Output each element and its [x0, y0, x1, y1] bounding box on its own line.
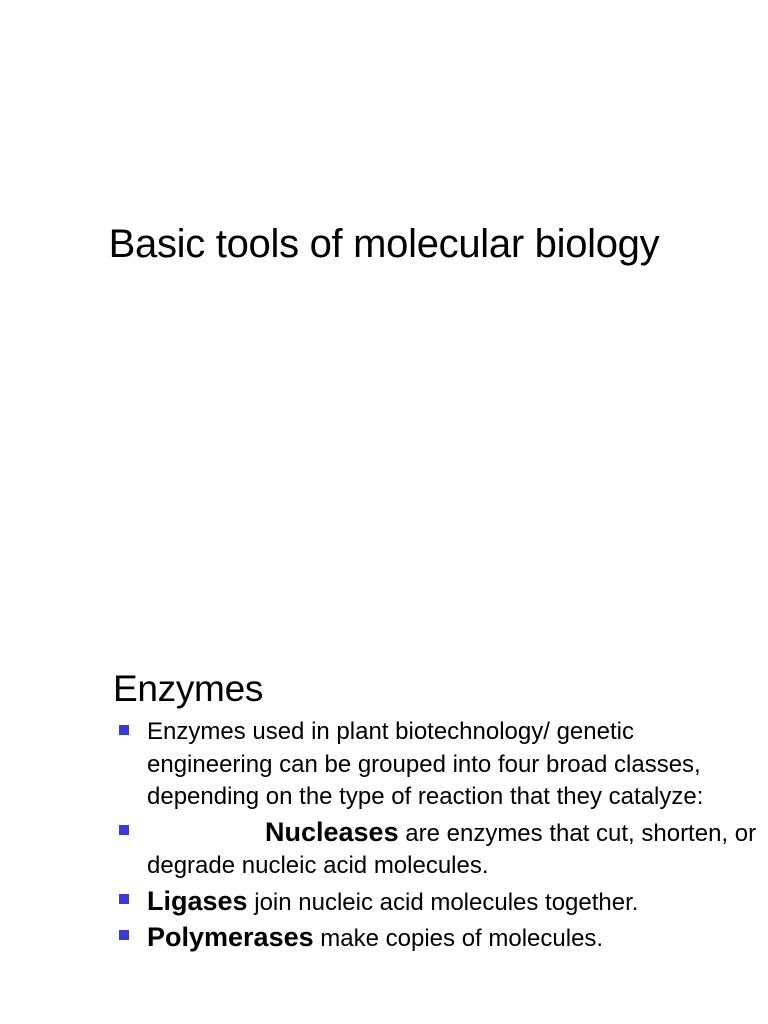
bullet-term: Nucleases — [265, 816, 399, 847]
bullet-intro — [118, 716, 758, 814]
bullet-text: join nucleic acid molecules together. — [247, 888, 639, 916]
bullet-ligases — [118, 885, 758, 920]
bullet-nucleases — [118, 816, 758, 883]
enzymes-slide — [0, 640, 768, 1024]
square-bullet-icon — [119, 725, 129, 735]
bullet-polymerases — [118, 921, 758, 956]
bullet-list — [118, 716, 758, 958]
bullet-text: are enzymes that cut, shorten, or degrade nucleic acid molecules. — [147, 819, 757, 879]
square-bullet-icon — [119, 930, 129, 940]
bullet-text: make copies of molecules. — [313, 925, 604, 952]
square-bullet-icon — [119, 825, 129, 835]
bullet-text: Enzymes used in plant biotechnology/ genetic engineering can be grouped into four broad classes, depending on the type of reaction that they catalyze: — [147, 718, 704, 810]
section-heading: Enzymes — [113, 668, 264, 709]
slide-title: Basic tools of molecular biology — [108, 222, 660, 266]
bullet-term: Polymerases — [147, 922, 314, 952]
square-bullet-icon — [119, 894, 129, 904]
bullet-term: Ligases — [147, 885, 248, 916]
